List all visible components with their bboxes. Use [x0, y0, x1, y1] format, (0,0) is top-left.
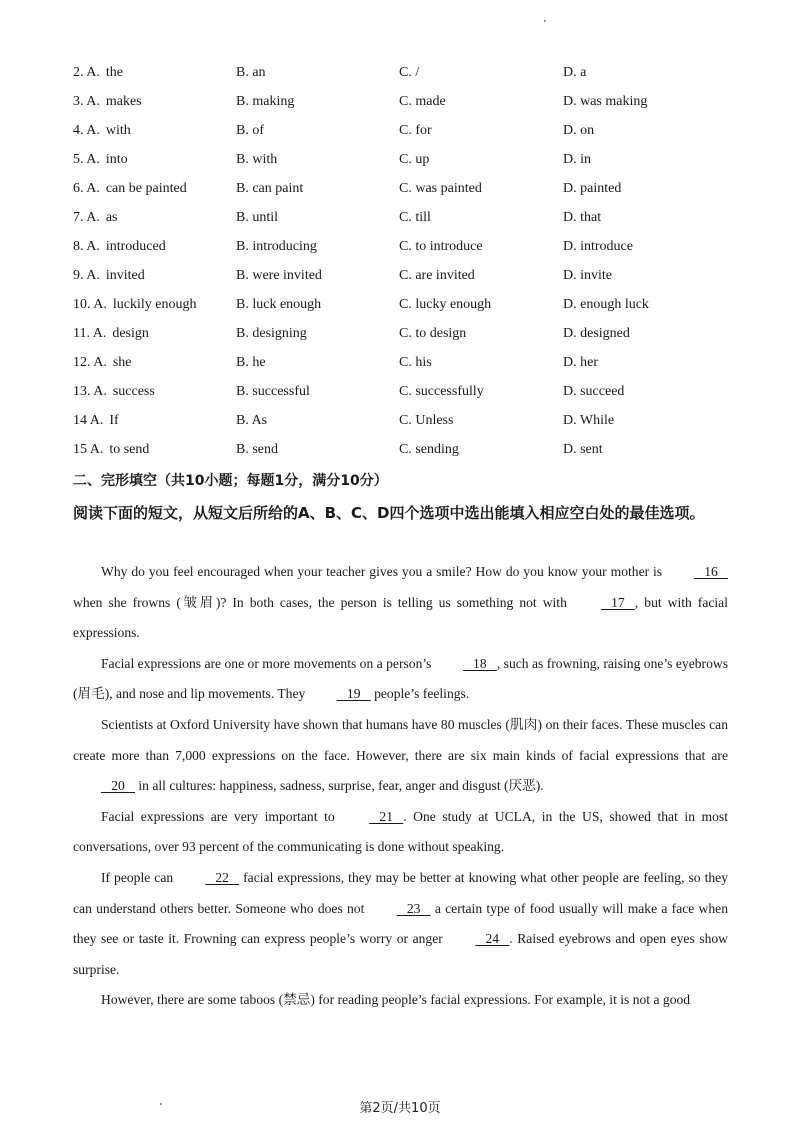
option-a-text: into: [105, 152, 128, 167]
paragraph: However, there are some taboos (禁忌) for reading people’s facial expressions. For example, it is not a good: [101, 992, 691, 1008]
question-row: [0, 377, 800, 406]
paragraph: If people can 22 facial expressions, they may be better at knowing what other people are feeling, so they can understand others better. Someone who does not 23 a certain type of food usually will make a face when they see or taste it. Frowning can express people’s worry or anger 24 . Raised eyebrows and open eyes show surprise.: [73, 863, 728, 985]
section-instruction: 阅读下面的短文，从短文后所给的A、B、C、D四个选项中选出能填入相应空白处的最佳选项。: [73, 504, 705, 522]
question-number: 5. A.: [73, 152, 100, 167]
option-b[interactable]: B. making: [236, 94, 295, 109]
option-a[interactable]: [73, 58, 123, 87]
question-number: 13. A.: [73, 384, 107, 399]
option-a-text: the: [105, 65, 123, 80]
question-number: 7. A.: [73, 210, 100, 225]
option-a-text: If: [109, 413, 119, 428]
option-a[interactable]: [73, 290, 196, 319]
option-b[interactable]: B. he: [236, 355, 266, 370]
option-d[interactable]: D. painted: [563, 181, 622, 196]
paragraph: Facial expressions are very important to 21 . One study at UCLA, in the US, showed that in most conversations, over 93 percent of the communicating is done without speaking.: [73, 802, 728, 863]
question-row: [0, 435, 800, 464]
question-number: 4. A.: [73, 123, 100, 138]
option-c[interactable]: C. for: [399, 123, 432, 138]
option-d[interactable]: D. While: [563, 413, 615, 428]
option-a[interactable]: [73, 261, 145, 290]
option-b[interactable]: B. of: [236, 123, 264, 138]
blank-23[interactable]: 23: [396, 900, 431, 916]
question-row: [0, 261, 800, 290]
option-c[interactable]: C. made: [399, 94, 446, 109]
option-b[interactable]: B. until: [236, 210, 279, 225]
blank-20[interactable]: 20: [101, 778, 135, 794]
option-c[interactable]: C. Unless: [399, 413, 454, 428]
option-b[interactable]: B. As: [236, 413, 268, 428]
blank-24[interactable]: 24: [475, 931, 510, 947]
option-c[interactable]: C. /: [399, 65, 420, 80]
paragraph: Why do you feel encouraged when your teacher gives you a smile? How do you know your mother is 16 when she frowns (皱眉)? In both cases, the person is telling us something not with 17 , but with facial expressions.: [73, 557, 728, 649]
option-d[interactable]: D. invite: [563, 268, 612, 283]
option-d[interactable]: D. sent: [563, 442, 603, 457]
option-d[interactable]: D. introduce: [563, 239, 633, 254]
option-a[interactable]: [73, 145, 128, 174]
cloze-section-header: [73, 468, 733, 528]
option-a-text: she: [112, 355, 132, 370]
section-title: 二、完形填空（共10小题；每题1分，满分10分）: [73, 473, 388, 489]
question-number: 10. A.: [73, 297, 107, 312]
question-row: [0, 58, 800, 87]
option-b[interactable]: B. successful: [236, 384, 310, 399]
question-number: 3. A.: [73, 94, 100, 109]
question-row: [0, 87, 800, 116]
question-number: 2. A.: [73, 65, 100, 80]
option-a-text: makes: [105, 94, 142, 109]
blank-18[interactable]: 18: [462, 655, 497, 671]
option-b[interactable]: B. send: [236, 442, 278, 457]
option-a[interactable]: [73, 377, 155, 406]
question-row: [0, 406, 800, 435]
option-a-text: luckily enough: [112, 297, 197, 312]
option-a[interactable]: [73, 406, 119, 435]
blank-21[interactable]: 21: [369, 808, 404, 824]
blank-17[interactable]: 17: [600, 594, 635, 610]
question-number: 12. A.: [73, 355, 107, 370]
option-a[interactable]: [73, 116, 131, 145]
cloze-passage: [73, 557, 728, 1016]
option-a[interactable]: [73, 319, 149, 348]
option-a[interactable]: [73, 174, 187, 203]
option-d[interactable]: D. in: [563, 152, 591, 167]
option-a[interactable]: [73, 435, 149, 464]
option-a-text: invited: [105, 268, 145, 283]
option-b[interactable]: B. an: [236, 65, 266, 80]
question-row: [0, 174, 800, 203]
blank-19[interactable]: 19: [336, 686, 371, 702]
option-b[interactable]: B. with: [236, 152, 278, 167]
option-b[interactable]: B. designing: [236, 326, 307, 341]
option-c[interactable]: C. sending: [399, 442, 459, 457]
option-d[interactable]: D. succeed: [563, 384, 625, 399]
option-c[interactable]: C. to design: [399, 326, 467, 341]
page-footer: 第2页/共10页: [359, 1101, 441, 1116]
option-a[interactable]: [73, 203, 118, 232]
paragraph: Scientists at Oxford University have shown that humans have 80 muscles (肌肉) on their faces. These muscles can create more than 7,000 expressions on the face. However, there are six main kinds of facial expressions that are 20 in all cultures: happiness, sadness, surprise, fear, anger and disgust (厌恶).: [73, 710, 728, 802]
option-c[interactable]: C. till: [399, 210, 431, 225]
question-number: 6. A.: [73, 181, 100, 196]
option-d[interactable]: D. designed: [563, 326, 630, 341]
option-b[interactable]: B. introducing: [236, 239, 317, 254]
question-row: [0, 290, 800, 319]
option-a[interactable]: [73, 87, 142, 116]
question-number: 14 A.: [73, 413, 104, 428]
option-d[interactable]: D. that: [563, 210, 602, 225]
option-d[interactable]: D. a: [563, 65, 587, 80]
option-a-text: with: [105, 123, 131, 138]
option-b[interactable]: B. luck enough: [236, 297, 322, 312]
option-a-text: as: [105, 210, 118, 225]
option-d[interactable]: D. her: [563, 355, 598, 370]
question-row: [0, 319, 800, 348]
multiple-choice-list: [0, 58, 800, 464]
question-row: [0, 145, 800, 174]
option-a-text: design: [112, 326, 149, 341]
option-a-text: to send: [109, 442, 150, 457]
scan-speck: [544, 20, 546, 22]
option-c[interactable]: C. up: [399, 152, 430, 167]
option-d[interactable]: D. enough luck: [563, 297, 649, 312]
question-row: [0, 348, 800, 377]
blank-16[interactable]: 16: [694, 564, 728, 579]
option-c[interactable]: C. his: [399, 355, 432, 370]
option-a-text: success: [112, 384, 155, 399]
option-c[interactable]: C. lucky enough: [399, 297, 492, 312]
question-number: 11. A.: [73, 326, 107, 341]
option-b[interactable]: B. can paint: [236, 181, 304, 196]
option-a-text: introduced: [105, 239, 166, 254]
option-a-text: can be painted: [105, 181, 187, 196]
option-b[interactable]: B. were invited: [236, 268, 322, 283]
option-c[interactable]: C. to introduce: [399, 239, 483, 254]
blank-22[interactable]: 22: [205, 869, 240, 885]
question-number: 8. A.: [73, 239, 100, 254]
option-a[interactable]: [73, 232, 166, 261]
option-c[interactable]: C. successfully: [399, 384, 484, 399]
option-d[interactable]: D. was making: [563, 94, 648, 109]
question-number: 9. A.: [73, 268, 100, 283]
option-c[interactable]: C. was painted: [399, 181, 482, 196]
option-c[interactable]: C. are invited: [399, 268, 475, 283]
question-number: 15 A.: [73, 442, 104, 457]
question-row: [0, 203, 800, 232]
question-row: [0, 232, 800, 261]
question-row: [0, 116, 800, 145]
option-d[interactable]: D. on: [563, 123, 595, 138]
option-a[interactable]: [73, 348, 132, 377]
paragraph: Facial expressions are one or more movements on a person’s 18 , such as frowning, raising one’s eyebrows (眉毛), and nose and lip movements. They 19 people’s feelings.: [73, 649, 728, 710]
